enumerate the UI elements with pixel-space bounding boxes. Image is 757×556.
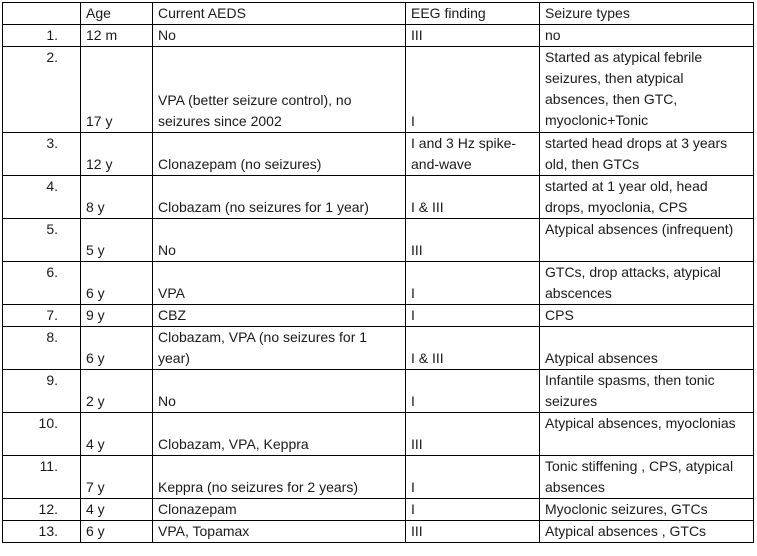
eeg-cell: I xyxy=(406,499,540,521)
table-row xyxy=(3,133,754,176)
seizure-cell: Atypical absences , GTCs xyxy=(540,521,754,543)
eeg-cell: I & III xyxy=(406,176,540,219)
aeds-cell: VPA, Topamax xyxy=(153,521,406,543)
eeg-cell: I xyxy=(406,456,540,499)
seizure-cell: Myoclonic seizures, GTCs xyxy=(540,499,754,521)
age-cell: 7 y xyxy=(81,456,153,499)
eeg-cell: III xyxy=(406,219,540,262)
age-cell: 12 y xyxy=(81,133,153,176)
table-row xyxy=(3,499,754,521)
aeds-cell: No xyxy=(153,370,406,413)
row-number: 3. xyxy=(3,133,81,176)
eeg-cell: I & III xyxy=(406,327,540,370)
row-number: 8. xyxy=(3,327,81,370)
seizure-cell: started head drops at 3 years old, then GTCs xyxy=(540,133,754,176)
aeds-cell: Clonazepam xyxy=(153,499,406,521)
age-cell: 6 y xyxy=(81,521,153,543)
age-cell: 12 m xyxy=(81,25,153,47)
eeg-cell: I xyxy=(406,47,540,133)
row-number: 12. xyxy=(3,499,81,521)
row-number: 6. xyxy=(3,262,81,305)
eeg-cell: I xyxy=(406,370,540,413)
age-cell: 6 y xyxy=(81,327,153,370)
age-cell: 9 y xyxy=(81,305,153,327)
row-number: 7. xyxy=(3,305,81,327)
aeds-cell: No xyxy=(153,219,406,262)
patient-table xyxy=(2,2,754,543)
seizure-cell: Atypical absences, myoclonias xyxy=(540,413,754,456)
aeds-cell: Keppra (no seizures for 2 years) xyxy=(153,456,406,499)
row-number: 4. xyxy=(3,176,81,219)
table-row xyxy=(3,25,754,47)
eeg-cell: III xyxy=(406,25,540,47)
row-number: 10. xyxy=(3,413,81,456)
seizure-cell: Tonic stiffening , CPS, atypical absences xyxy=(540,456,754,499)
aeds-cell: Clobazam, VPA, Keppra xyxy=(153,413,406,456)
row-number: 13. xyxy=(3,521,81,543)
aeds-cell: VPA xyxy=(153,262,406,305)
table-row xyxy=(3,262,754,305)
row-number: 11. xyxy=(3,456,81,499)
eeg-cell: I xyxy=(406,305,540,327)
header-number xyxy=(3,3,81,25)
table-row xyxy=(3,413,754,456)
table-row xyxy=(3,521,754,543)
aeds-cell: Clobazam (no seizures for 1 year) xyxy=(153,176,406,219)
aeds-cell: CBZ xyxy=(153,305,406,327)
age-cell: 4 y xyxy=(81,499,153,521)
aeds-cell: VPA (better seizure control), no seizures since 2002 xyxy=(153,47,406,133)
seizure-cell: GTCs, drop attacks, atypical abscences xyxy=(540,262,754,305)
table-row xyxy=(3,176,754,219)
age-cell: 6 y xyxy=(81,262,153,305)
aeds-cell: Clobazam, VPA (no seizures for 1 year) xyxy=(153,327,406,370)
header-aeds: Current AEDS xyxy=(153,3,406,25)
age-cell: 4 y xyxy=(81,413,153,456)
eeg-cell: III xyxy=(406,521,540,543)
row-number: 9. xyxy=(3,370,81,413)
header-eeg: EEG finding xyxy=(406,3,540,25)
eeg-cell: I xyxy=(406,262,540,305)
table-row xyxy=(3,305,754,327)
seizure-cell: Atypical absences xyxy=(540,327,754,370)
row-number: 5. xyxy=(3,219,81,262)
table-row xyxy=(3,370,754,413)
table-row xyxy=(3,456,754,499)
age-cell: 8 y xyxy=(81,176,153,219)
header-seizures: Seizure types xyxy=(540,3,754,25)
row-number: 2. xyxy=(3,47,81,133)
table-row xyxy=(3,327,754,370)
seizure-cell: no xyxy=(540,25,754,47)
seizure-cell: Atypical absences (infrequent) xyxy=(540,219,754,262)
age-cell: 2 y xyxy=(81,370,153,413)
header-row xyxy=(3,3,754,25)
seizure-cell: Infantile spasms, then tonic seizures xyxy=(540,370,754,413)
table-row xyxy=(3,47,754,133)
row-number: 1. xyxy=(3,25,81,47)
seizure-cell: started at 1 year old, head drops, myoclonia, CPS xyxy=(540,176,754,219)
seizure-cell: CPS xyxy=(540,305,754,327)
header-age: Age xyxy=(81,3,153,25)
age-cell: 17 y xyxy=(81,47,153,133)
table-row xyxy=(3,219,754,262)
eeg-cell: III xyxy=(406,413,540,456)
aeds-cell: No xyxy=(153,25,406,47)
aeds-cell: Clonazepam (no seizures) xyxy=(153,133,406,176)
age-cell: 5 y xyxy=(81,219,153,262)
seizure-cell: Started as atypical febrile seizures, then atypical absences, then GTC, myoclonic+Tonic xyxy=(540,47,754,133)
eeg-cell: I and 3 Hz spike-and-wave xyxy=(406,133,540,176)
